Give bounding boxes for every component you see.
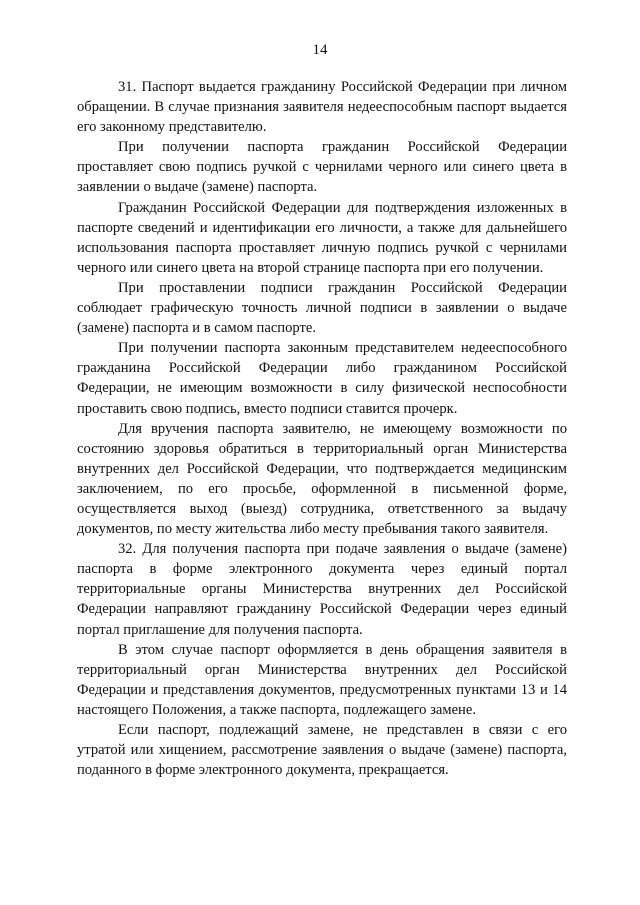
paragraph-32-electronic-application: 32. Для получения паспорта при подаче заявления о выдаче (замене) паспорта в форме электронного документа через единый портал территориальные органы Министерства внутренних дел Российской Федерации направляют гражданину Российской Федерации через единый портал приглашение для получения паспорта. (77, 541, 567, 638)
paragraph-signature-accuracy: При проставлении подписи гражданин Российской Федерации соблюдает графическую точность личной подписи в заявлении о выдаче (замене) паспорта и в самом паспорте. (77, 279, 567, 337)
document-body (77, 77, 567, 780)
paragraph-signature-passport: Гражданин Российской Федерации для подтверждения изложенных в паспорте сведений и идентификации его личности, а также для дальнейшего использования паспорта проставляет личную подпись ручкой с чернилами черного или синего цвета на второй странице паспорта при его получении. (77, 199, 567, 276)
page-number: 14 (312, 42, 328, 58)
paragraph-signature-application: При получении паспорта гражданин Российской Федерации проставляет свою подпись ручкой с чернилами черного или синего цвета в заявлении о выдаче (замене) паспорта. (77, 139, 567, 196)
paragraph-31-issuance: 31. Паспорт выдается гражданину Российской Федерации при личном обращении. В случае признания заявителя недееспособным паспорт выдается его законному представителю. (77, 79, 567, 136)
paragraph-dash-instead-of-signature: При получении паспорта законным представителем недееспособного гражданина Российской Федерации либо гражданином Российской Федерации, не имеющим возможности в силу физической неспособности проставить свою подпись, вместо подписи ставится прочерк. (77, 340, 567, 417)
paragraph-same-day-issuance: В этом случае паспорт оформляется в день обращения заявителя в территориальный орган Министерства внутренних дел Российской Федерации и представления документов, предусмотренных пунктами 13 и 14 настоящего Положения, а также паспорта, подлежащего замене. (77, 641, 567, 718)
paragraph-lost-passport: Если паспорт, подлежащий замене, не представлен в связи с его утратой или хищением, рассмотрение заявления о выдаче (замене) паспорта, поданного в форме электронного документа, прекращается. (77, 722, 567, 779)
paragraph-home-delivery: Для вручения паспорта заявителю, не имеющему возможности по состоянию здоровья обратиться в территориальный орган Министерства внутренних дел Российской Федерации, что подтверждается медицинским заключением, по его просьбе, оформленной в письменной форме, осуществляется выход (выезд) сотрудника, ответственного за выдачу документов, по месту жительства либо месту пребывания такого заявителя. (77, 420, 567, 538)
